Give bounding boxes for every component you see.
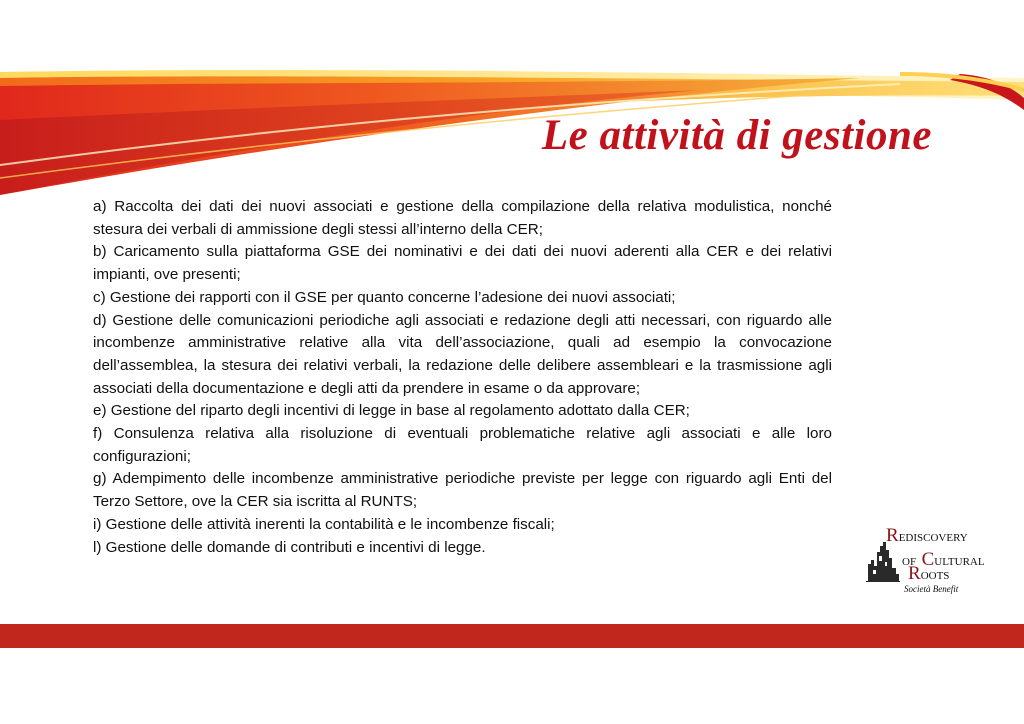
activity-list bbox=[93, 196, 832, 559]
activity-item-l: l) Gestione delle domande di contributi e incentivi di legge. bbox=[93, 538, 486, 556]
logo-line-rediscovery: REDISCOVERY bbox=[886, 525, 968, 546]
activity-item-g: g) Adempimento delle incombenze amministrative periodiche previste per legge con riguardo agli Enti del Terzo Settore, ove la CER sia iscritta al RUNTS; bbox=[93, 470, 832, 511]
activity-item-b: b) Caricamento sulla piattaforma GSE dei nominativi e dei dati dei nuovi aderenti alla CER e dei relativi impianti, ove presenti; bbox=[93, 243, 832, 284]
slide-title: Le attività di gestione bbox=[541, 112, 932, 159]
logo-subtitle: Società Benefit bbox=[904, 584, 959, 594]
footer-bar bbox=[0, 624, 1024, 648]
logo-line-of-cultural: OF CULTURAL bbox=[902, 549, 985, 570]
activity-item-i: i) Gestione delle attività inerenti la contabilità e le incombenze fiscali; bbox=[93, 515, 555, 533]
activity-item-f: f) Consulenza relativa alla risoluzione di eventuali problematiche relative agli associati e alle loro configurazioni; bbox=[93, 425, 832, 465]
activity-item-c: c) Gestione dei rapporti con il GSE per quanto concerne l’adesione dei nuovi associati; bbox=[93, 288, 676, 306]
company-logo bbox=[866, 522, 1001, 597]
logo-line-roots: ROOTS bbox=[908, 563, 950, 584]
activity-item-d: d) Gestione delle comunicazioni periodiche agli associati e redazione degli atti necessari, con riguardo alle incombenze amministrative relative alla vita dell’associazione, quali ad esempio la convocazione dell’assemblea, la stesura dei relativi verbali, la redazione delle delibere assembleari e la trasmissione agli associati della documentazione e degli atti da prendere in esame o da approvare; bbox=[93, 311, 832, 397]
activity-item-a: a) Raccolta dei dati dei nuovi associati e gestione della compilazione della relativa modulistica, nonché stesura dei verbali di ammissione degli stessi all’interno della CER; bbox=[93, 198, 832, 238]
activity-item-e: e) Gestione del riparto degli incentivi di legge in base al regolamento adottato dalla CER; bbox=[93, 402, 690, 420]
